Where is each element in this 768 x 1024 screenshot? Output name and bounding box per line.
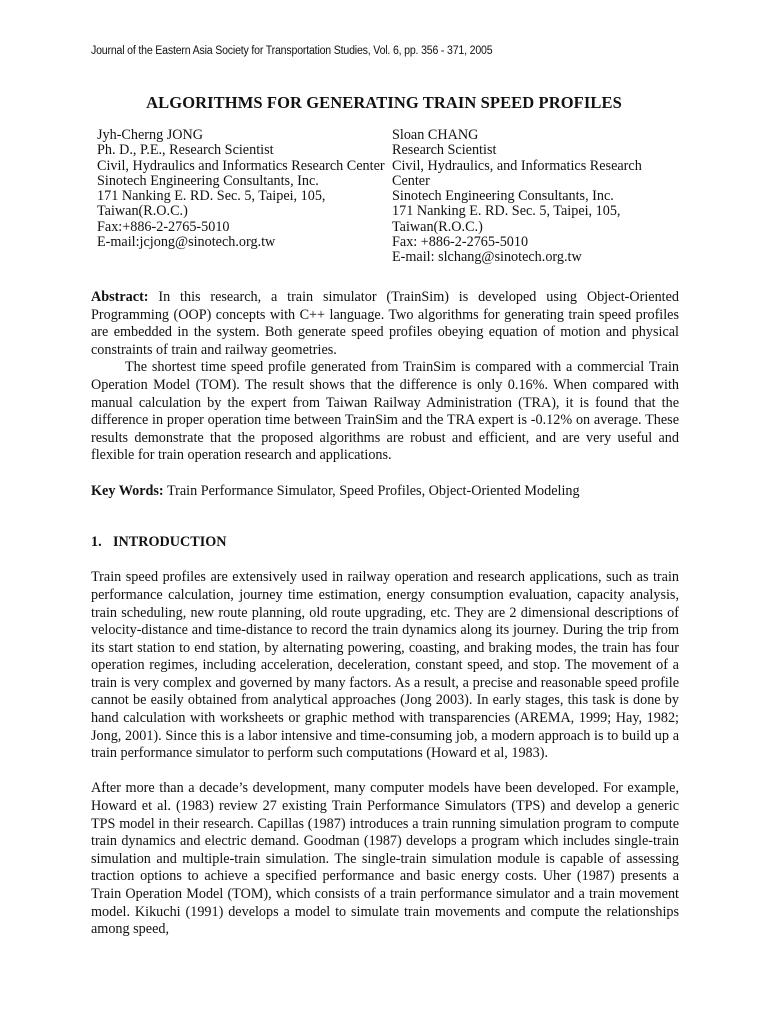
- paper-title: ALGORITHMS FOR GENERATING TRAIN SPEED PROFILES: [146, 93, 622, 112]
- author-address: 171 Nanking E. RD. Sec. 5, Taipei, 105, Taiwan(R.O.C.): [97, 188, 326, 220]
- author-fax: Fax:+886-2-2765-5010: [97, 218, 230, 235]
- author-company: Sinotech Engineering Consultants, Inc.: [392, 188, 614, 205]
- author-name: Jyh-Cherng JONG: [97, 127, 204, 143]
- abstract-paragraph-1: [91, 289, 679, 359]
- author-address: 171 Nanking E. RD. Sec. 5, Taipei, 105, Taiwan(R.O.C.): [392, 203, 621, 235]
- author-position: Research Scientist: [392, 142, 497, 159]
- author-email: E-mail: slchang@sinotech.org.tw: [392, 249, 582, 266]
- intro-paragraph-1: Train speed profiles are extensively used in railway operation and research applications, such as train performance calculation, journey time estimation, energy consumption evaluation, capacity analysis, train scheduling, new route planning, old route upgrading, etc. They are 2 dimensional descriptions of velocity-distance and time-distance to record the train dynamics along its journey. During the trip from its start station to end station, by alternating powering, coasting, and braking modes, the train has four operation regimes, including acceleration, deceleration, constant speed, and stop. The movement of a train is very complex and governed by many factors. As a result, a precise and reasonable speed profile cannot be easily obtained from analytical approaches (Jong 2003). In early stages, this task is done by hand calculation with worksheets or graphic method with transparencies (AREMA, 1999; Hay, 1982; Jong, 2001). Since this is a labor intensive and time-consuming job, a modern approach is to build up a train performance simulator to perform such computations (Howard et al, 1983).: [91, 569, 679, 762]
- section-heading: [91, 534, 679, 552]
- keywords-label: Key Words:: [91, 482, 164, 499]
- author-company: Sinotech Engineering Consultants, Inc.: [97, 172, 319, 189]
- author-position: Ph. D., P.E., Research Scientist: [97, 142, 274, 159]
- keywords: [91, 483, 679, 501]
- author-email: E-mail:jcjong@sinotech.org.tw: [97, 234, 276, 251]
- abstract-paragraph-2: The shortest time speed profile generated from TrainSim is compared with a commercial Train Operation Model (TOM). The result shows that the difference is only 0.16%. When compared with manual calculation by the expert from Taiwan Railway Administration (TRA), it is found that the difference in proper operation time between TrainSim and the TRA expert is -0.12% on average. These results demonstrate that the proposed algorithms are robust and efficient, and are very useful and flexible for train operation research and applications.: [91, 359, 679, 464]
- author-block: [97, 128, 688, 266]
- author-1: [97, 128, 392, 266]
- paper-body: [91, 289, 679, 939]
- intro-paragraph-2: After more than a decade’s development, many computer models have been developed. For example, Howard et al. (1983) review 27 existing Train Performance Simulators (TPS) and develop a generic TPS model in their research. Capillas (1987) introduces a train running simulation program to compute train dynamics and electric demand. Goodman (1987) develops a program which includes single-train simulation and multiple-train simulation. The single-train simulation module is capable of assessing traction options to achieve a specified performance and basic energy costs. Uher (1987) presents a Train Operation Model (TOM), which consists of a train performance simulator and a train movement model. Kikuchi (1991) develops a model to simulate train movements and compute the relationships among speed,: [91, 780, 679, 938]
- author-department: Civil, Hydraulics, and Informatics Research Center: [392, 157, 642, 189]
- section-number: 1.: [91, 534, 102, 551]
- author-fax: Fax: +886-2-2765-5010: [392, 234, 529, 251]
- journal-header: Journal of the Eastern Asia Society for Transportation Studies, Vol. 6, pp. 356 - 371, 2005: [91, 45, 493, 57]
- author-name: Sloan CHANG: [392, 127, 479, 143]
- author-2: [392, 128, 682, 266]
- keywords-text: Train Performance Simulator, Speed Profiles, Object-Oriented Modeling: [163, 482, 580, 499]
- section-title: INTRODUCTION: [113, 534, 227, 551]
- abstract-label: Abstract:: [91, 289, 149, 305]
- abstract-text: In this research, a train simulator (TrainSim) is developed using Object-Oriented Programming (OOP) concepts with C++ language. Two algorithms for generating train speed profiles are embedded in the system. Both generate speed profiles obeying equation of motion and physical constraints of train and railway geometries.: [91, 289, 679, 358]
- author-department: Civil, Hydraulics and Informatics Research Center: [97, 157, 385, 174]
